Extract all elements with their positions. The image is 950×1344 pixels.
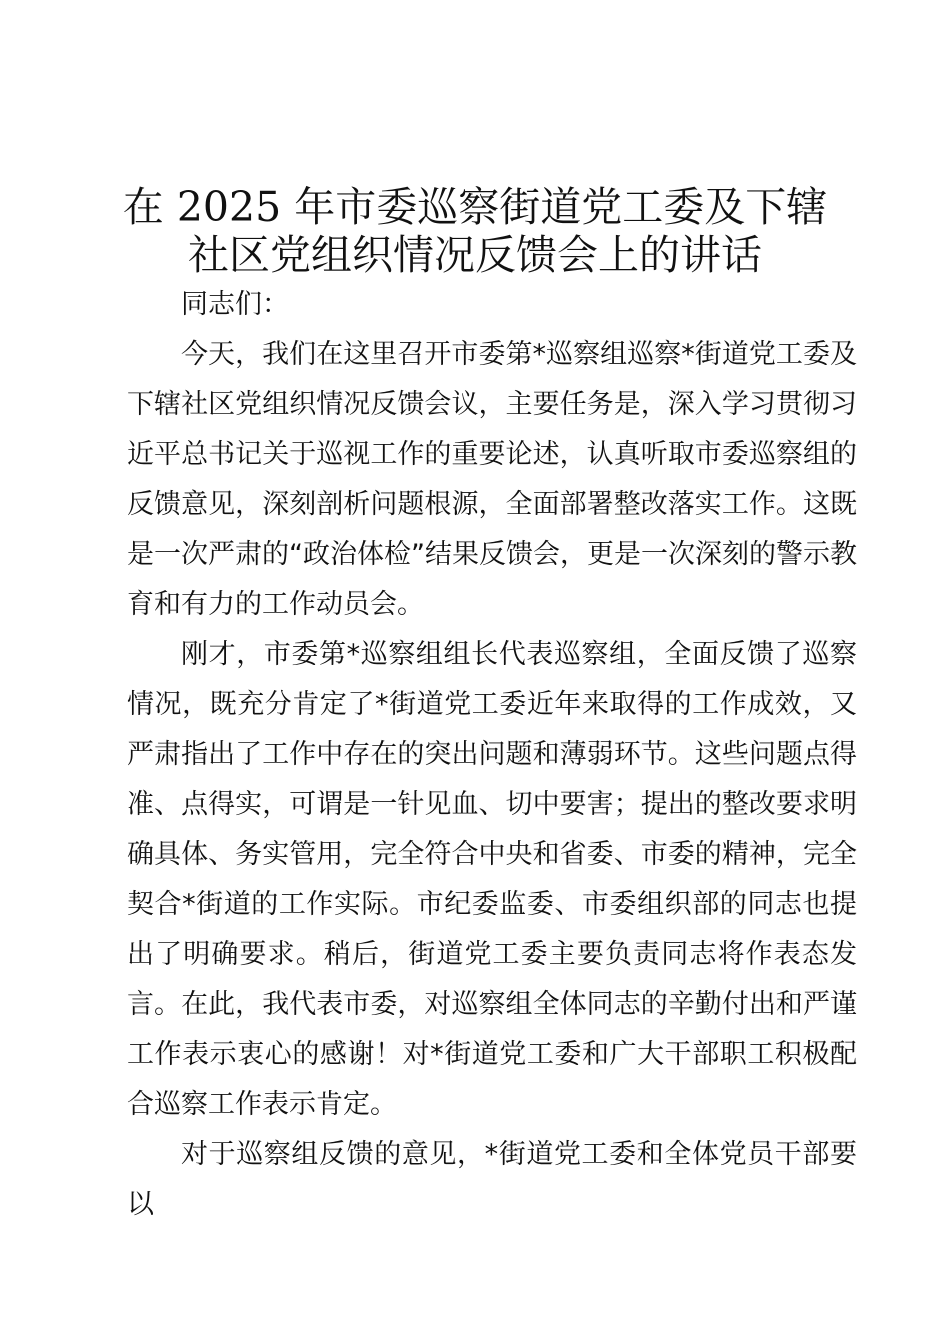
document-body [127, 280, 857, 1230]
document-title [100, 183, 850, 279]
salutation: 同志们： [181, 289, 289, 320]
paragraph-1: 今天，我们在这里召开市委第*巡察组巡察*街道党工委及下辖社区党组织情况反馈会议，主要任务是，深入学习贯彻习近平总书记关于巡视工作的重要论述，认真听取市委巡察组的反馈意见，深刻剖析问题根源，全面部署整改落实工作。这既是一次严肃的“政治体检”结果反馈会，更是一次深刻的警示教育和有力的工作动员会。 [127, 339, 857, 620]
title-line-1: 在 2025 年市委巡察街道党工委及下辖 [122, 183, 828, 231]
paragraph-3: 对于巡察组反馈的意见，*街道党工委和全体党员干部要以 [127, 1139, 857, 1220]
paragraph-2: 刚才，市委第*巡察组组长代表巡察组，全面反馈了巡察情况，既充分肯定了*街道党工委近年来取得的工作成效，又严肃指出了工作中存在的突出问题和薄弱环节。这些问题点得准、点得实，可谓是一针见血、切中要害；提出的整改要求明确具体、务实管用，完全符合中央和省委、市委的精神，完全契合*街道的工作实际。市纪委监委、市委组织部的同志也提出了明确要求。稍后，街道党工委主要负责同志将作表态发言。在此，我代表市委，对巡察组全体同志的辛勤付出和严谨工作表示衷心的感谢！对*街道党工委和广大干部职工积极配合巡察工作表示肯定。 [127, 639, 857, 1120]
title-line-2: 社区党组织情况反馈会上的讲话 [188, 231, 762, 279]
